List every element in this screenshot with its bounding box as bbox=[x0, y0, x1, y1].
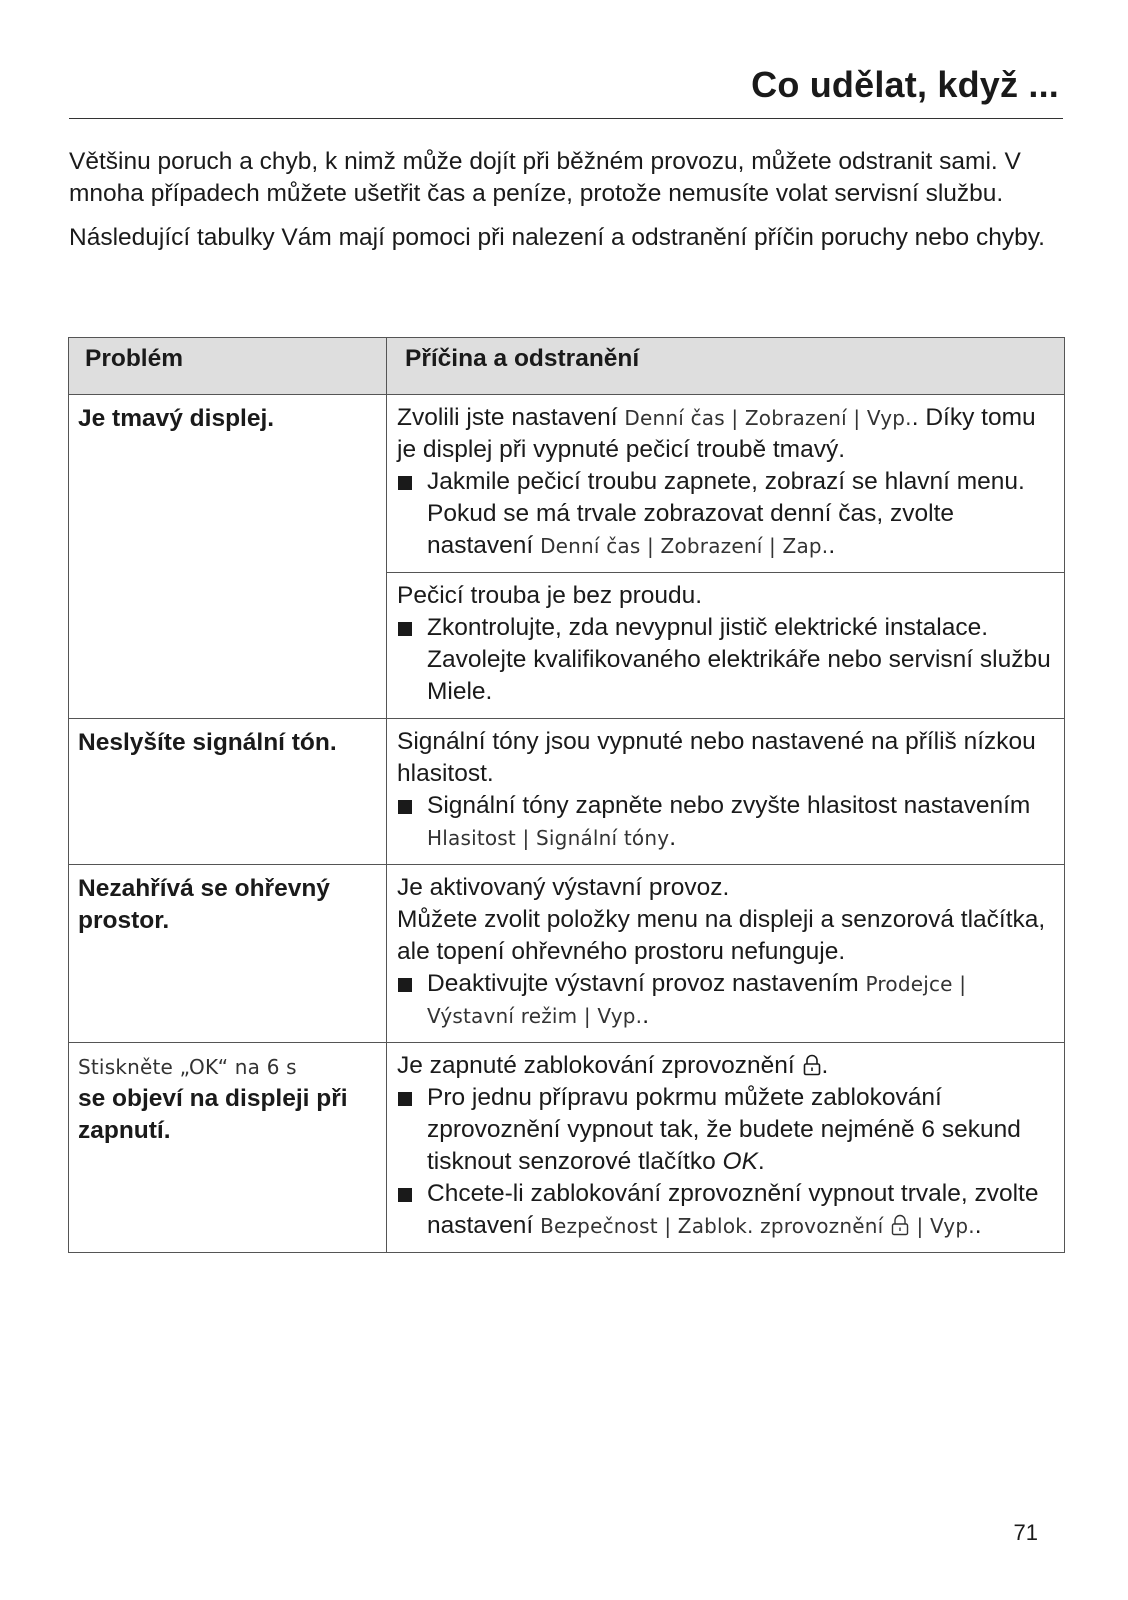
cause-cell bbox=[387, 395, 1065, 573]
cause-cell bbox=[387, 1043, 1065, 1253]
remedy-bullet: Zkontrolujte, zda nevypnul jistič elektrické instalace. Zavolejte kvalifikovaného elektrikáře nebo servisní službu Miele. bbox=[397, 612, 1056, 708]
display-text: Denní čas | Zobrazení | Vyp. bbox=[624, 406, 912, 430]
remedy-bullet bbox=[397, 790, 1056, 854]
cause-text-part: . Díky tomu je displej při vypnuté pečicí troubě tmavý. bbox=[397, 404, 1036, 463]
remedy-text-end: . bbox=[757, 1148, 765, 1175]
table-row bbox=[69, 1043, 1065, 1253]
cause-text: Pečicí trouba je bez proudu. bbox=[397, 582, 703, 609]
column-header-problem: Problém bbox=[69, 338, 387, 395]
cause-cell bbox=[387, 865, 1065, 1043]
cause-text-part: Zvolili jste nastavení bbox=[397, 404, 625, 431]
troubleshooting-table bbox=[68, 337, 1065, 1253]
display-text: Denní čas | Zobrazení | Zap. bbox=[540, 534, 829, 558]
remedy-text-end: . bbox=[974, 1212, 982, 1239]
remedy-text-end: . bbox=[642, 1002, 650, 1029]
remedy-text: Chcete-li zablokování zprovoznění vypnout trvale, zvolte nastavení bbox=[427, 1180, 1039, 1239]
padlock-icon bbox=[890, 1214, 910, 1236]
remedy-bullet bbox=[397, 968, 1056, 1032]
cause-cell bbox=[387, 719, 1065, 865]
padlock-icon bbox=[802, 1054, 822, 1076]
page-number: 71 bbox=[1013, 1520, 1038, 1545]
page-title: Co udělat, když ... bbox=[751, 64, 1059, 105]
table-row bbox=[69, 395, 1065, 573]
problem-cell: Je tmavý displej. bbox=[69, 395, 387, 719]
remedy-text: Signální tóny zapněte nebo zvyšte hlasitost nastavením bbox=[427, 792, 1031, 819]
remedy-text-end: . bbox=[669, 824, 677, 851]
problem-cell: Neslyšíte signální tón. bbox=[69, 719, 387, 865]
display-text: Hlasitost | Signální tóny bbox=[427, 826, 670, 850]
cause-text: Signální tóny jsou vypnuté nebo nastavené na příliš nízkou hlasitost. bbox=[397, 728, 1036, 787]
cause-text: Je aktivovaný výstavní provoz. bbox=[397, 874, 730, 901]
page-header bbox=[69, 62, 1063, 119]
cause-text-part: Je zapnuté zablokování zprovoznění bbox=[397, 1052, 802, 1079]
intro-paragraph-1: Většinu poruch a chyb, k nimž může dojít při běžném provozu, můžete odstranit sami. V mnoha případech můžete ušetřit čas a peníze, protože nemusíte volat servisní službu. bbox=[69, 148, 1021, 207]
remedy-bullet bbox=[397, 1082, 1056, 1178]
table-row bbox=[69, 719, 1065, 865]
remedy-bullet bbox=[397, 1178, 1056, 1242]
remedy-text: Jakmile pečicí troubu zapnete, zobrazí se hlavní menu. Pokud se má trvale zobrazovat denní čas, zvolte nastavení bbox=[427, 468, 1025, 559]
table-header-row bbox=[69, 338, 1065, 395]
intro-text bbox=[69, 146, 1059, 266]
display-text: Prodejce | Výstavní režim | Vyp. bbox=[427, 972, 967, 1028]
problem-cell bbox=[69, 1043, 387, 1253]
display-text: | Vyp. bbox=[909, 1214, 975, 1238]
cause-text bbox=[397, 1050, 1056, 1082]
table-row bbox=[69, 865, 1065, 1043]
problem-cell: Nezahřívá se ohřevný prostor. bbox=[69, 865, 387, 1043]
cause-text-end: . bbox=[821, 1052, 829, 1079]
problem-text: se objeví na displeji při zapnutí. bbox=[78, 1085, 348, 1144]
cause-text bbox=[397, 402, 1056, 466]
cause-cell bbox=[387, 573, 1065, 719]
display-text: Stiskněte „OK“ na 6 s bbox=[78, 1055, 297, 1079]
display-text: Bezpečnost | Zablok. zprovoznění bbox=[540, 1214, 890, 1238]
remedy-text: Deaktivujte výstavní provoz nastavením bbox=[427, 970, 866, 997]
cause-text: Můžete zvolit položky menu na displeji a senzorová tlačítka, ale topení ohřevného prostoru nefunguje. bbox=[397, 906, 1046, 965]
remedy-text: Pro jednu přípravu pokrmu můžete zablokování zprovoznění vypnout tak, že budete nejméně 6 sekund tisknout senzorové tlačítko bbox=[427, 1084, 1021, 1175]
column-header-cause: Příčina a odstranění bbox=[387, 338, 1065, 395]
ok-key-label: OK bbox=[722, 1148, 758, 1175]
intro-paragraph-2: Následující tabulky Vám mají pomoci při nalezení a odstranění příčin poruchy nebo chyby. bbox=[69, 224, 1045, 251]
remedy-text-end: . bbox=[828, 532, 836, 559]
remedy-bullet bbox=[397, 466, 1056, 562]
